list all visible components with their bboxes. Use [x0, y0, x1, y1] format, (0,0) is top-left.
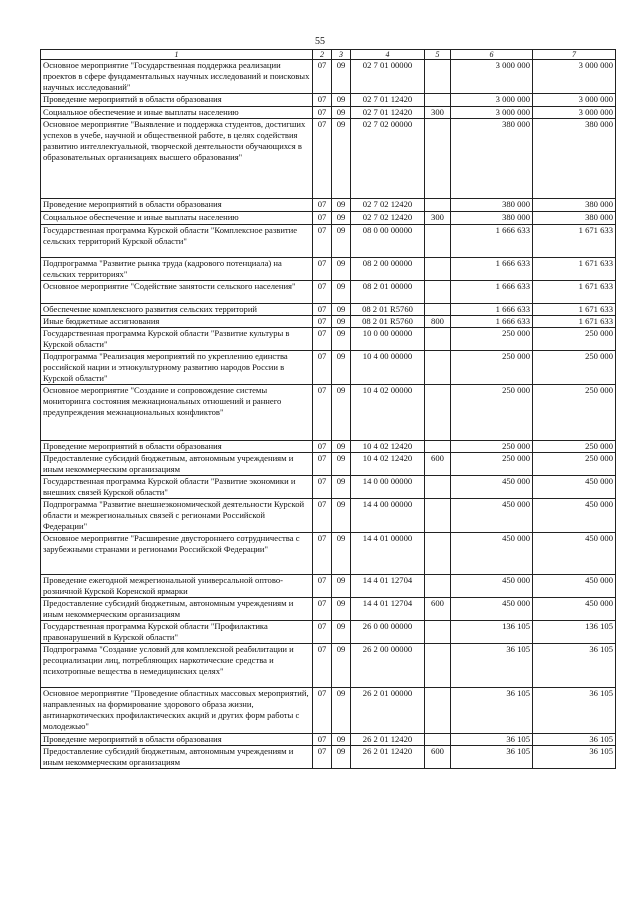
row-target-code: 08 2 00 00000	[351, 258, 425, 281]
row-amount-year-1: 380 000	[451, 212, 533, 225]
row-section: 07	[313, 281, 332, 304]
row-subsection: 09	[332, 212, 351, 225]
row-section: 07	[313, 644, 332, 688]
table-row	[41, 119, 616, 199]
table-row	[41, 258, 616, 281]
row-subsection: 09	[332, 575, 351, 598]
row-subsection: 09	[332, 533, 351, 575]
row-subsection: 09	[332, 316, 351, 328]
row-amount-year-1: 1 666 633	[451, 258, 533, 281]
row-subsection: 09	[332, 499, 351, 533]
row-subsection: 09	[332, 119, 351, 199]
row-name: Проведение ежегодной межрегиональной универсальной оптово-розничной Курской Коренской ярмарки	[41, 575, 313, 598]
row-expense-type	[425, 476, 451, 499]
row-expense-type: 300	[425, 212, 451, 225]
row-target-code: 08 0 00 00000	[351, 225, 425, 258]
row-amount-year-1: 250 000	[451, 453, 533, 476]
row-expense-type	[425, 199, 451, 212]
row-name: Проведение мероприятий в области образования	[41, 441, 313, 453]
row-section: 07	[313, 688, 332, 734]
row-amount-year-2: 250 000	[533, 453, 616, 476]
row-amount-year-1: 36 105	[451, 644, 533, 688]
table-row	[41, 304, 616, 316]
row-expense-type	[425, 328, 451, 351]
table-row	[41, 60, 616, 94]
table-row	[41, 746, 616, 769]
row-expense-type: 600	[425, 746, 451, 769]
row-expense-type: 600	[425, 453, 451, 476]
row-expense-type	[425, 734, 451, 746]
row-subsection: 09	[332, 328, 351, 351]
row-target-code: 08 2 01 00000	[351, 281, 425, 304]
row-subsection: 09	[332, 644, 351, 688]
row-subsection: 09	[332, 258, 351, 281]
row-expense-type	[425, 441, 451, 453]
row-amount-year-2: 450 000	[533, 575, 616, 598]
row-expense-type	[425, 281, 451, 304]
row-amount-year-1: 3 000 000	[451, 60, 533, 94]
row-name: Государственная программа Курской области "Развитие экономики и внешних связей Курской области"	[41, 476, 313, 499]
row-amount-year-2: 36 105	[533, 688, 616, 734]
row-amount-year-2: 36 105	[533, 734, 616, 746]
row-amount-year-1: 3 000 000	[451, 94, 533, 107]
row-amount-year-1: 36 105	[451, 688, 533, 734]
row-name: Подпрограмма "Создание условий для комплексной реабилитации и ресоциализации лиц, потребляющих наркотические средства и психотропные вещества в немедицинских целях"	[41, 644, 313, 688]
row-section: 07	[313, 441, 332, 453]
row-section: 07	[313, 107, 332, 119]
table-row	[41, 281, 616, 304]
row-name: Основное мероприятие "Содействие занятости сельского населения"	[41, 281, 313, 304]
row-name: Государственная программа Курской области "Комплексное развитие сельских территорий Курской области"	[41, 225, 313, 258]
row-subsection: 09	[332, 621, 351, 644]
row-target-code: 02 7 01 00000	[351, 60, 425, 94]
row-target-code: 26 2 01 12420	[351, 734, 425, 746]
row-amount-year-1: 1 666 633	[451, 304, 533, 316]
row-section: 07	[313, 316, 332, 328]
row-target-code: 08 2 01 R5760	[351, 316, 425, 328]
row-expense-type	[425, 225, 451, 258]
row-subsection: 09	[332, 688, 351, 734]
row-target-code: 26 0 00 00000	[351, 621, 425, 644]
row-amount-year-2: 1 671 633	[533, 316, 616, 328]
row-amount-year-1: 250 000	[451, 441, 533, 453]
row-target-code: 02 7 02 12420	[351, 212, 425, 225]
row-expense-type	[425, 499, 451, 533]
row-expense-type	[425, 575, 451, 598]
row-amount-year-1: 36 105	[451, 746, 533, 769]
row-name: Иные бюджетные ассигнования	[41, 316, 313, 328]
row-name: Государственная программа Курской области "Профилактика правонарушений в Курской области"	[41, 621, 313, 644]
row-amount-year-2: 380 000	[533, 119, 616, 199]
row-target-code: 02 7 01 12420	[351, 107, 425, 119]
row-target-code: 14 0 00 00000	[351, 476, 425, 499]
row-amount-year-1: 136 105	[451, 621, 533, 644]
row-amount-year-1: 450 000	[451, 598, 533, 621]
row-amount-year-2: 1 671 633	[533, 225, 616, 258]
row-target-code: 02 7 02 12420	[351, 199, 425, 212]
row-subsection: 09	[332, 385, 351, 441]
row-name: Проведение мероприятий в области образования	[41, 94, 313, 107]
row-target-code: 10 4 02 12420	[351, 453, 425, 476]
col-header-4: 4	[351, 50, 425, 60]
row-target-code: 08 2 01 R5760	[351, 304, 425, 316]
row-name: Основное мероприятие "Создание и сопровождение системы мониторинга состояния межнациональных отношений и раннего предупреждения межнациональных конфликтов"	[41, 385, 313, 441]
row-name: Подпрограмма "Реализация мероприятий по укреплению единства российской нации и этнокультурному развитию народов России в Курской области"	[41, 351, 313, 385]
row-expense-type	[425, 351, 451, 385]
row-expense-type	[425, 688, 451, 734]
table-row	[41, 575, 616, 598]
row-amount-year-2: 450 000	[533, 499, 616, 533]
row-amount-year-1: 250 000	[451, 385, 533, 441]
table-row	[41, 533, 616, 575]
row-amount-year-1: 250 000	[451, 328, 533, 351]
row-amount-year-1: 450 000	[451, 575, 533, 598]
row-name: Обеспечение комплексного развития сельских территорий	[41, 304, 313, 316]
row-name: Подпрограмма "Развитие рынка труда (кадрового потенциала) на сельских территориях"	[41, 258, 313, 281]
row-section: 07	[313, 621, 332, 644]
table-header-row	[41, 50, 616, 60]
row-name: Основное мероприятие "Проведение областных массовых мероприятий, направленных на формирование здорового образа жизни, антинаркотических профилактических акций и других форм работы с молодежью"	[41, 688, 313, 734]
table-row	[41, 107, 616, 119]
row-section: 07	[313, 533, 332, 575]
table-row	[41, 351, 616, 385]
row-subsection: 09	[332, 746, 351, 769]
row-subsection: 09	[332, 351, 351, 385]
row-section: 07	[313, 328, 332, 351]
row-amount-year-1: 450 000	[451, 476, 533, 499]
row-amount-year-1: 250 000	[451, 351, 533, 385]
table-row	[41, 94, 616, 107]
row-section: 07	[313, 476, 332, 499]
table-row	[41, 476, 616, 499]
row-amount-year-2: 380 000	[533, 199, 616, 212]
row-amount-year-2: 380 000	[533, 212, 616, 225]
row-amount-year-2: 3 000 000	[533, 107, 616, 119]
row-name: Основное мероприятие "Государственная поддержка реализации проектов в сфере фундаментальных научных исследований и поисковых научных исследований"	[41, 60, 313, 94]
row-target-code: 14 4 01 00000	[351, 533, 425, 575]
row-target-code: 26 2 01 00000	[351, 688, 425, 734]
row-target-code: 14 4 00 00000	[351, 499, 425, 533]
row-amount-year-2: 250 000	[533, 351, 616, 385]
row-amount-year-1: 1 666 633	[451, 281, 533, 304]
col-header-6: 6	[451, 50, 533, 60]
row-name: Предоставление субсидий бюджетным, автономным учреждениям и иным некоммерческим организациям	[41, 453, 313, 476]
row-target-code: 14 4 01 12704	[351, 575, 425, 598]
table-row	[41, 225, 616, 258]
row-section: 07	[313, 598, 332, 621]
row-expense-type	[425, 621, 451, 644]
row-target-code: 26 2 01 12420	[351, 746, 425, 769]
row-target-code: 10 4 02 00000	[351, 385, 425, 441]
table-row	[41, 598, 616, 621]
row-amount-year-2: 1 671 633	[533, 281, 616, 304]
row-section: 07	[313, 258, 332, 281]
row-expense-type: 300	[425, 107, 451, 119]
row-subsection: 09	[332, 598, 351, 621]
row-section: 07	[313, 746, 332, 769]
page-number: 55	[315, 36, 325, 47]
row-name: Проведение мероприятий в области образования	[41, 734, 313, 746]
row-amount-year-1: 3 000 000	[451, 107, 533, 119]
row-target-code: 14 4 01 12704	[351, 598, 425, 621]
table-row	[41, 385, 616, 441]
row-target-code: 10 4 00 00000	[351, 351, 425, 385]
row-amount-year-2: 36 105	[533, 644, 616, 688]
row-amount-year-1: 36 105	[451, 734, 533, 746]
row-section: 07	[313, 499, 332, 533]
row-name: Проведение мероприятий в области образования	[41, 199, 313, 212]
row-amount-year-1: 380 000	[451, 199, 533, 212]
row-amount-year-1: 1 666 633	[451, 225, 533, 258]
row-section: 07	[313, 60, 332, 94]
row-section: 07	[313, 212, 332, 225]
row-target-code: 26 2 00 00000	[351, 644, 425, 688]
row-subsection: 09	[332, 60, 351, 94]
row-name: Предоставление субсидий бюджетным, автономным учреждениям и иным некоммерческим организациям	[41, 746, 313, 769]
row-section: 07	[313, 734, 332, 746]
row-amount-year-2: 450 000	[533, 533, 616, 575]
table-row	[41, 199, 616, 212]
table-row	[41, 499, 616, 533]
row-subsection: 09	[332, 225, 351, 258]
table-row	[41, 734, 616, 746]
row-subsection: 09	[332, 199, 351, 212]
row-amount-year-1: 450 000	[451, 533, 533, 575]
row-section: 07	[313, 575, 332, 598]
row-subsection: 09	[332, 94, 351, 107]
row-expense-type	[425, 258, 451, 281]
row-expense-type	[425, 385, 451, 441]
row-name: Основное мероприятие "Расширение двустороннего сотрудничества с зарубежными странами и регионами Российской Федерации"	[41, 533, 313, 575]
col-header-7: 7	[533, 50, 616, 60]
row-amount-year-2: 3 000 000	[533, 94, 616, 107]
row-amount-year-2: 3 000 000	[533, 60, 616, 94]
row-expense-type	[425, 644, 451, 688]
row-expense-type	[425, 94, 451, 107]
row-section: 07	[313, 351, 332, 385]
table-row	[41, 688, 616, 734]
row-subsection: 09	[332, 304, 351, 316]
table-row	[41, 212, 616, 225]
row-amount-year-1: 1 666 633	[451, 316, 533, 328]
row-amount-year-2: 36 105	[533, 746, 616, 769]
table-row	[41, 453, 616, 476]
row-target-code: 10 0 00 00000	[351, 328, 425, 351]
row-section: 07	[313, 199, 332, 212]
col-header-5: 5	[425, 50, 451, 60]
row-expense-type: 600	[425, 598, 451, 621]
row-amount-year-2: 450 000	[533, 598, 616, 621]
row-subsection: 09	[332, 453, 351, 476]
row-subsection: 09	[332, 441, 351, 453]
row-name: Предоставление субсидий бюджетным, автономным учреждениям и иным некоммерческим организациям	[41, 598, 313, 621]
row-subsection: 09	[332, 476, 351, 499]
row-section: 07	[313, 94, 332, 107]
row-amount-year-2: 136 105	[533, 621, 616, 644]
row-subsection: 09	[332, 734, 351, 746]
row-subsection: 09	[332, 107, 351, 119]
row-name: Основное мероприятие "Выявление и поддержка студентов, достигших успехов в учебе, научной и общественной работе, в целях содействия развитию интеллектуальной, творческой деятельности обучающихся в образовательных организациях высшего образования"	[41, 119, 313, 199]
col-header-1: 1	[41, 50, 313, 60]
row-name: Социальное обеспечение и иные выплаты населению	[41, 212, 313, 225]
row-section: 07	[313, 225, 332, 258]
row-name: Государственная программа Курской области "Развитие культуры в Курской области"	[41, 328, 313, 351]
row-amount-year-2: 1 671 633	[533, 258, 616, 281]
table-row	[41, 441, 616, 453]
row-amount-year-2: 250 000	[533, 385, 616, 441]
row-expense-type	[425, 304, 451, 316]
row-amount-year-2: 250 000	[533, 441, 616, 453]
row-expense-type	[425, 60, 451, 94]
row-amount-year-2: 1 671 633	[533, 304, 616, 316]
row-amount-year-2: 250 000	[533, 328, 616, 351]
row-section: 07	[313, 304, 332, 316]
row-amount-year-1: 450 000	[451, 499, 533, 533]
row-section: 07	[313, 385, 332, 441]
row-amount-year-2: 450 000	[533, 476, 616, 499]
table-row	[41, 621, 616, 644]
row-expense-type: 800	[425, 316, 451, 328]
row-target-code: 02 7 01 12420	[351, 94, 425, 107]
col-header-3: 3	[332, 50, 351, 60]
budget-table	[40, 49, 616, 769]
row-section: 07	[313, 453, 332, 476]
row-target-code: 02 7 02 00000	[351, 119, 425, 199]
col-header-2: 2	[313, 50, 332, 60]
row-expense-type	[425, 119, 451, 199]
table-row	[41, 328, 616, 351]
row-name: Подпрограмма "Развитие внешнеэкономической деятельности Курской области и межрегиональных связей с регионами Российской Федерации"	[41, 499, 313, 533]
row-section: 07	[313, 119, 332, 199]
row-expense-type	[425, 533, 451, 575]
table-row	[41, 644, 616, 688]
row-name: Социальное обеспечение и иные выплаты населению	[41, 107, 313, 119]
row-target-code: 10 4 02 12420	[351, 441, 425, 453]
row-subsection: 09	[332, 281, 351, 304]
row-amount-year-1: 380 000	[451, 119, 533, 199]
table-row	[41, 316, 616, 328]
